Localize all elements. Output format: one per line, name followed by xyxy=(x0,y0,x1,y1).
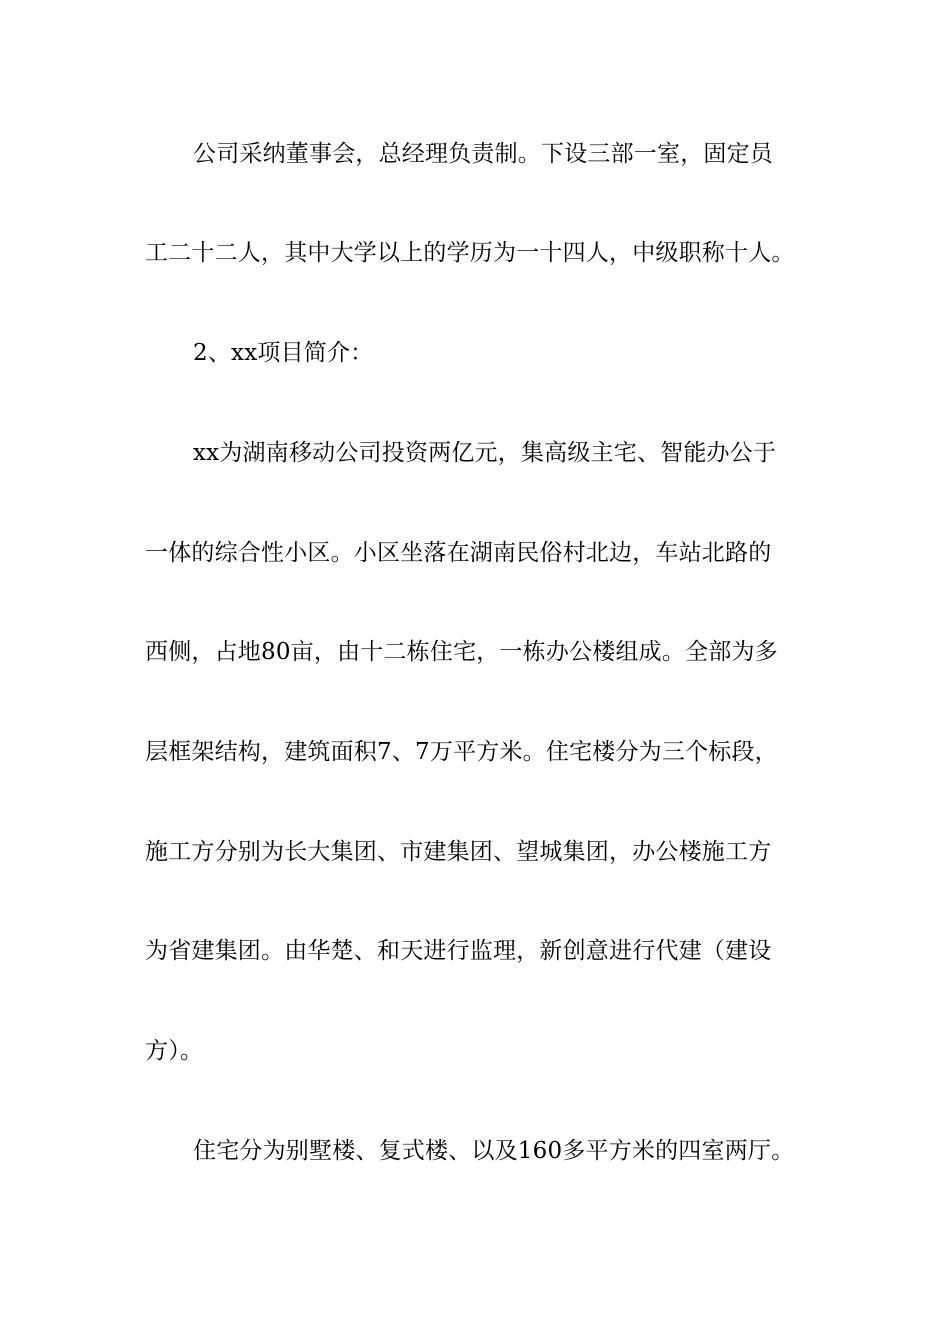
paragraph-2-line-3: 西侧，占地80亩，由十二栋住宅，一栋办公楼组成。全部为多 xyxy=(145,639,778,665)
paragraph-3-line-1: 住宅分为别墅楼、复式楼、以及160多平方米的四室两厅。 xyxy=(193,1138,795,1164)
paragraph-2-line-5: 施工方分别为长大集团、市建集团、望城集团，办公楼施工方 xyxy=(145,839,772,865)
paragraph-2-line-1: xx为湖南移动公司投资两亿元，集高级主宅、智能办公于 xyxy=(193,440,777,466)
paragraph-1-line-2: 工二十二人，其中大学以上的学历为一十四人，中级职称十人。 xyxy=(145,240,795,266)
paragraph-2-line-2: 一体的综合性小区。小区坐落在湖南民俗村北边，车站北路的 xyxy=(145,540,772,566)
section-heading: 2、xx项目简介： xyxy=(193,340,374,366)
paragraph-2-line-6: 为省建集团。由华楚、和天进行监理，新创意进行代建（建设 xyxy=(145,938,772,964)
paragraph-2-line-7: 方）。 xyxy=(145,1038,204,1064)
paragraph-1-line-1: 公司采纳董事会，总经理负责制。下设三部一室，固定员 xyxy=(193,141,773,167)
paragraph-2-line-4: 层框架结构，建筑面积7、7万平方米。住宅楼分为三个标段， xyxy=(145,739,778,765)
